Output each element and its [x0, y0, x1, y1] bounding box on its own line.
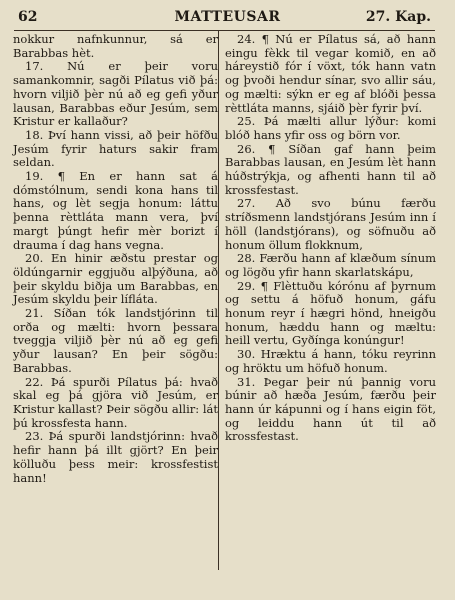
running-header: [0, 9, 455, 27]
left-column: [13, 33, 218, 485]
chapter-label: 27. Kap.: [365, 9, 431, 25]
verse-paragraph: 17. Nú er þeir voru samankomnir, sagði Pílatus við þá: hvorn viljið þèr nú að eg gefi yður lausan, Barabbas eður Jesúm, sem Kristur er kallaður?: [13, 59, 218, 129]
verse-paragraph: 18. Því hann vissi, að þeir höfðu Jesúm fyrir haturs sakir fram seldan.: [13, 127, 218, 170]
verse-paragraph: nokkur nafnkunnur, sá er Barabbas hèt.: [13, 32, 218, 60]
verse-paragraph: 19. ¶ En er hann sat á dómstólnum, sendi kona hans til hans, og lèt segja honum: láttu þenna rèttláta mann vera, því margt þúngt hefir mèr borizt í drauma í dag hans vegna.: [13, 169, 218, 252]
verse-paragraph: 25. Þá mælti allur lýður: komi blóð hans yfir oss og börn vor.: [225, 114, 436, 142]
verse-paragraph: 29. ¶ Flèttuðu kórónu af þyrnum og settu á höfuð honum, gáfu honum reyr í hægri hönd, hneigðu honum, hæddu hann og mæltu: heill vertu, Gyðínga konúngur!: [225, 278, 436, 348]
verse-paragraph: 20. En hinir æðstu prestar og öldúngarnir eggjuðu alþýðuna, að þeir skyldu biðja um Barabbas, en Jesúm skyldu þeir lífláta.: [13, 251, 218, 307]
book-title: MATTEUSAR: [174, 9, 281, 25]
verse-paragraph: 27. Að svo búnu færðu stríðsmenn landstjórans Jesúm inn í höll (landstjórans), og söfnuðu að honum öllum flokknum,: [225, 196, 436, 252]
verse-paragraph: 22. Þá spurði Pílatus þá: hvað skal eg þá gjöra við Jesúm, er Kristur kallast? Þeir sögðu allir: lát þú krossfesta hann.: [13, 374, 218, 430]
verse-paragraph: 30. Hræktu á hann, tóku reyrinn og hröktu um höfuð honum.: [225, 347, 436, 375]
column-divider: [218, 30, 219, 570]
header-rule: [14, 30, 435, 31]
verse-paragraph: 31. Þegar þeir nú þannig voru búnir að hæða Jesúm, færðu þeir hann úr kápunni og í hans eigin föt, og leiddu hann út til að krossfestast.: [225, 374, 436, 444]
right-column: [225, 33, 436, 444]
verse-paragraph: 21. Síðan tók landstjórinn til orða og mælti: hvorn þessara tveggja viljið þèr nú að eg gefi yður lausan? En þeir sögðu: Barabbas.: [13, 306, 218, 375]
page-number: 62: [18, 9, 38, 25]
verse-paragraph: 26. ¶ Síðan gaf hann þeim Barabbas lausan, en Jesúm lèt hann húðstrýkja, og afhenti hann til að krossfestast.: [225, 141, 436, 197]
verse-paragraph: 28. Færðu hann af klæðum sínum og lögðu yfir hann skarlatskápu,: [225, 251, 436, 279]
verse-paragraph: 24. ¶ Nú er Pílatus sá, að hann eingu fèkk til vegar komið, en að háreystið fór í vöxt, tók hann vatn og þvoði hendur sínar, svo allir sáu, og mælti: sýkn er eg af blóði þessa rèttláta manns, sjáið þèr fyrir því.: [225, 32, 436, 115]
verse-paragraph: 23. Þá spurði landstjórinn: hvað hefir hann þá illt gjört? En þeir kölluðu þess meir: krossfestist hann!: [13, 429, 218, 485]
